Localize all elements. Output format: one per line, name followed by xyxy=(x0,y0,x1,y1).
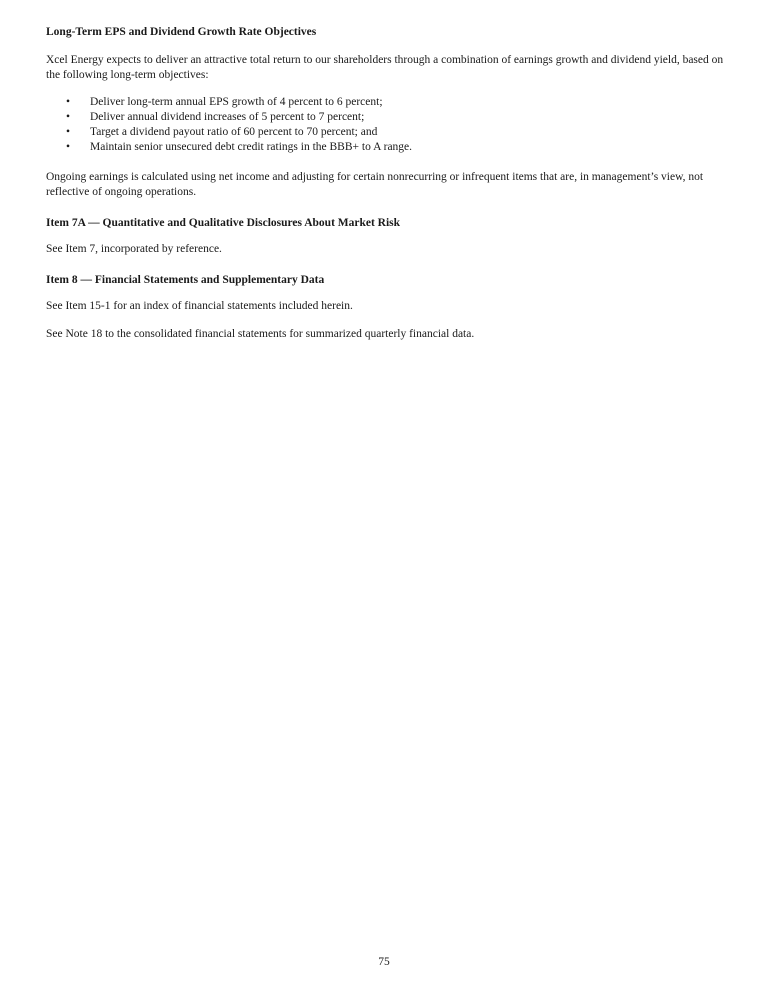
objectives-list xyxy=(46,95,736,155)
item-7a-text: See Item 7, incorporated by reference. xyxy=(46,243,222,255)
objective-text: Deliver annual dividend increases of 5 percent to 7 percent; xyxy=(90,111,365,123)
bullet-icon: • xyxy=(66,111,71,123)
eps-intro-paragraph: Xcel Energy expects to deliver an attractive total return to our shareholders through a combination of earnings growth and dividend yield, based on the following long-term objectives: xyxy=(46,54,724,81)
bullet-icon: • xyxy=(66,126,71,138)
objective-text: Deliver long-term annual EPS growth of 4 percent to 6 percent; xyxy=(90,96,383,108)
objective-text: Maintain senior unsecured debt credit ratings in the BBB+ to A range. xyxy=(90,141,413,153)
eps-objectives-heading: Long-Term EPS and Dividend Growth Rate Objectives xyxy=(46,26,317,38)
bullet-icon: • xyxy=(66,96,71,108)
item-8-text-index: See Item 15-1 for an index of financial statements included herein. xyxy=(46,300,353,312)
item-8-heading: Item 8 — Financial Statements and Supplementary Data xyxy=(46,274,325,286)
list-item xyxy=(46,110,736,125)
page-number: 75 xyxy=(378,956,390,968)
item-7a-heading: Item 7A — Quantitative and Qualitative Disclosures About Market Risk xyxy=(46,217,401,229)
list-item xyxy=(46,140,736,155)
ongoing-earnings-paragraph: Ongoing earnings is calculated using net income and adjusting for certain nonrecurring or infrequent items that are, in management’s view, not reflective of ongoing operations. xyxy=(46,171,704,198)
item-8-text-quarterly: See Note 18 to the consolidated financial statements for summarized quarterly financial data. xyxy=(46,328,475,340)
list-item xyxy=(46,95,736,110)
list-item xyxy=(46,125,736,140)
objective-text: Target a dividend payout ratio of 60 percent to 70 percent; and xyxy=(90,126,378,138)
bullet-icon: • xyxy=(66,141,71,153)
